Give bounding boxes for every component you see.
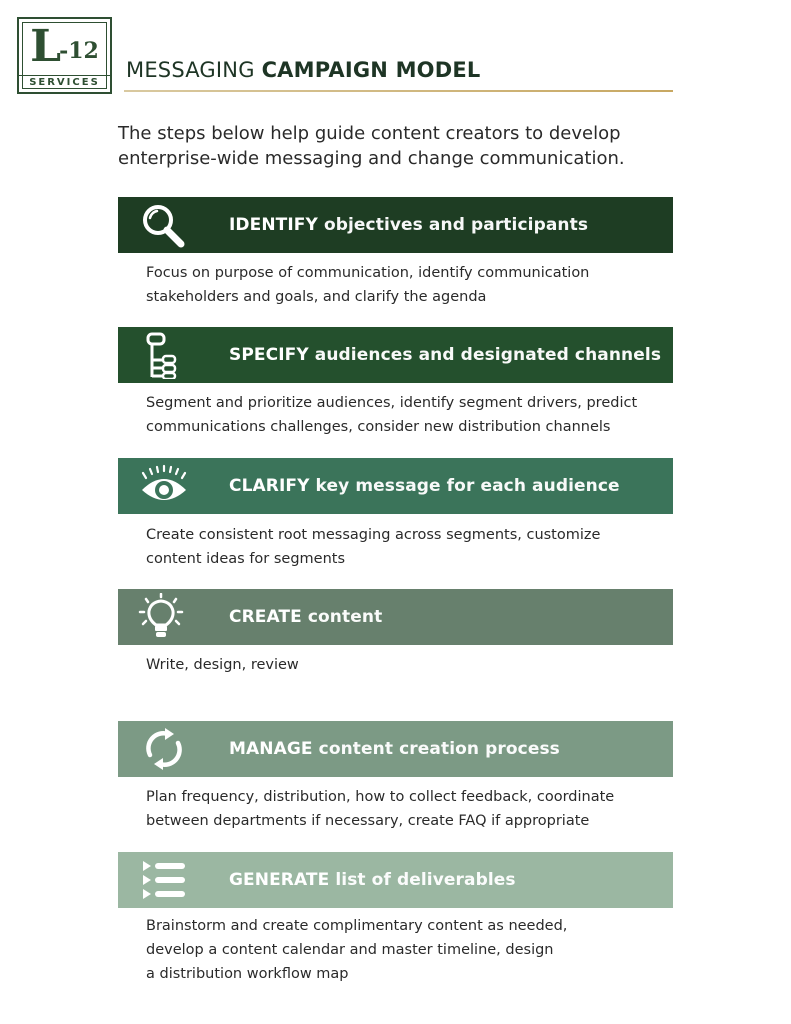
page-title: [126, 58, 480, 82]
refresh-cycle-icon: [138, 725, 190, 773]
desc-line: content ideas for segments: [146, 551, 346, 567]
step-keyword: MANAGE: [229, 739, 313, 759]
logo-mark: [19, 21, 110, 73]
step-title-rest: objectives and participants: [317, 215, 589, 235]
step-bar-clarify: [118, 458, 673, 514]
desc-line: communications challenges, consider new distribution channels: [146, 419, 611, 435]
intro-paragraph: The steps below help guide content creators to develop enterprise-wide messaging and change communication.: [118, 123, 625, 169]
step-description-specify: [146, 391, 686, 439]
step-bar-manage: [118, 721, 673, 777]
title-light: MESSAGING: [126, 58, 262, 82]
step-description-manage: [146, 785, 686, 833]
step-keyword: CREATE: [229, 607, 302, 627]
step-title-rest: content creation process: [312, 739, 560, 759]
step-heading-manage: [229, 721, 560, 777]
step-heading-specify: [229, 327, 661, 383]
step-bar-identify: [118, 197, 673, 253]
step-bar-specify: [118, 327, 673, 383]
step-bar-generate: [118, 852, 673, 908]
step-keyword: GENERATE: [229, 870, 330, 890]
step-keyword: IDENTIFY: [229, 215, 318, 235]
step-heading-clarify: [229, 458, 620, 514]
org-chart-icon: [138, 331, 190, 379]
magnifier-icon: [138, 201, 190, 249]
title-underline: [124, 90, 673, 92]
desc-line: Create consistent root messaging across segments, customize: [146, 527, 601, 543]
desc-line: Brainstorm and create complimentary content as needed,: [146, 918, 568, 934]
step-heading-identify: [229, 197, 588, 253]
desc-line: Plan frequency, distribution, how to collect feedback, coordinate: [146, 789, 615, 805]
step-bar-create: [118, 589, 673, 645]
step-heading-generate: [229, 852, 516, 908]
desc-line: develop a content calendar and master timeline, design: [146, 942, 554, 958]
step-description-generate: [146, 914, 686, 986]
step-title-rest: list of deliverables: [329, 870, 516, 890]
step-description-identify: [146, 261, 686, 309]
logo-band-text: SERVICES: [19, 75, 110, 90]
step-title-rest: content: [301, 607, 383, 627]
step-keyword: CLARIFY: [229, 476, 310, 496]
logo-letter: L: [30, 21, 60, 72]
logo-number: -12: [59, 38, 99, 64]
eye-icon: [138, 462, 190, 510]
company-logo: [17, 17, 112, 94]
bullet-list-icon: [138, 856, 190, 904]
step-title-rest: key message for each audience: [309, 476, 620, 496]
desc-line: a distribution workflow map: [146, 966, 349, 982]
step-description-create: [146, 653, 686, 677]
desc-line: Segment and prioritize audiences, identify segment drivers, predict: [146, 395, 638, 411]
desc-line: between departments if necessary, create FAQ if appropriate: [146, 813, 590, 829]
desc-line: Write, design, review: [146, 657, 299, 673]
step-heading-create: [229, 589, 382, 645]
step-title-rest: audiences and designated channels: [308, 345, 662, 365]
title-bold: CAMPAIGN MODEL: [261, 58, 481, 82]
step-keyword: SPECIFY: [229, 345, 309, 365]
desc-line: stakeholders and goals, and clarify the agenda: [146, 289, 487, 305]
desc-line: Focus on purpose of communication, identify communication: [146, 265, 590, 281]
lightbulb-icon: [138, 593, 190, 641]
step-description-clarify: [146, 523, 686, 571]
